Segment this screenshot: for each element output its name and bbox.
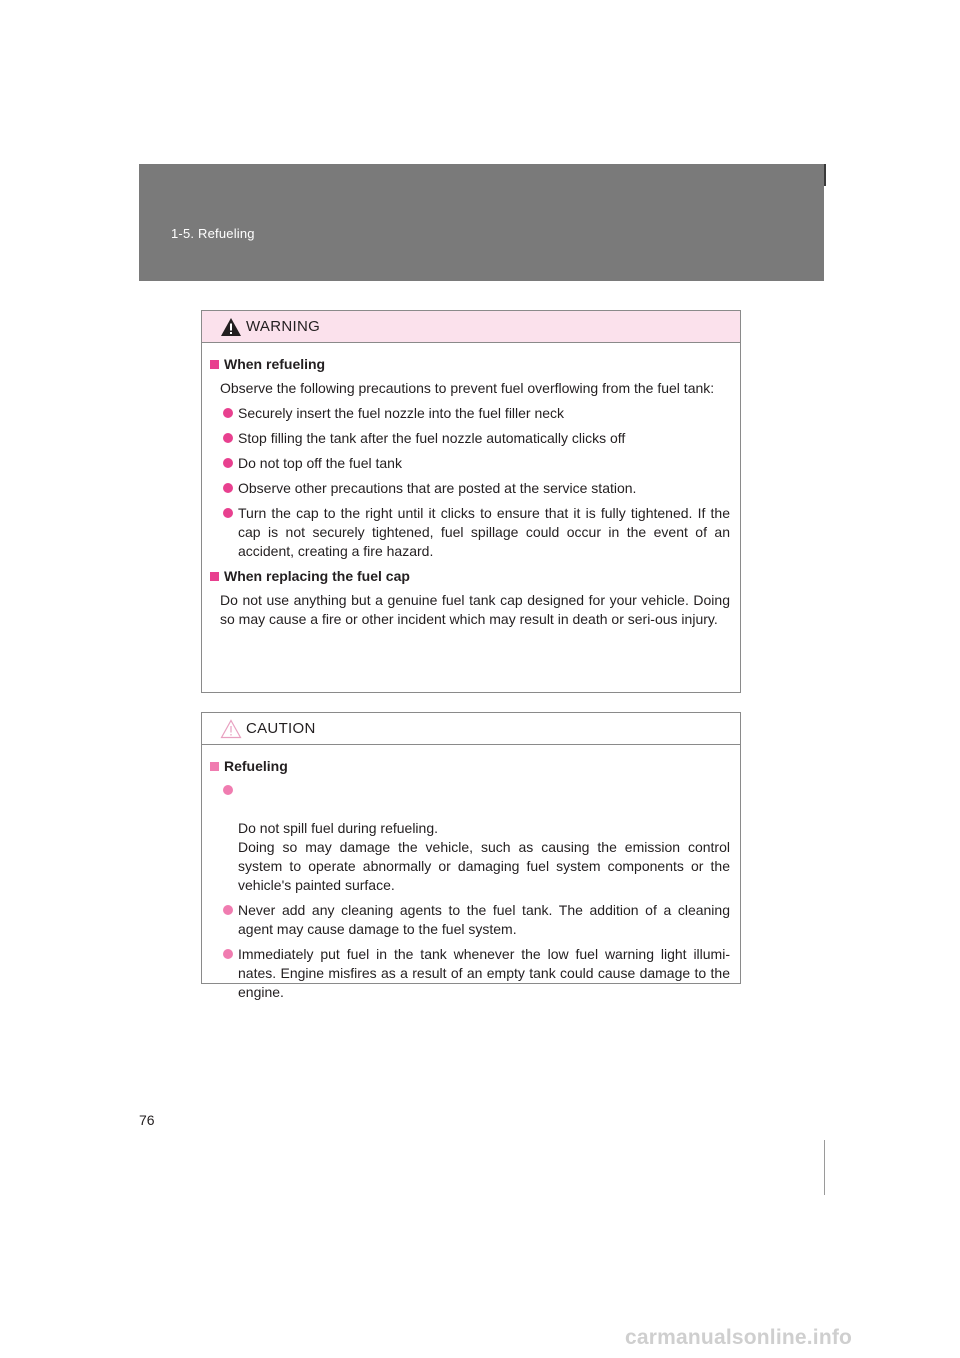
page-number: 76: [139, 1112, 155, 1128]
warning-box: [201, 310, 741, 693]
square-bullet-icon: [210, 762, 219, 771]
page-edge-mark: [824, 1140, 825, 1195]
square-bullet-icon: [210, 572, 219, 581]
circle-bullet-icon: [223, 905, 233, 915]
watermark: carmanualsonline.info: [625, 1326, 853, 1349]
section-heading: [202, 353, 740, 375]
circle-bullet-icon: [223, 508, 233, 518]
caution-content: [202, 745, 740, 1002]
section-paragraph: Do not use anything but a genuine fuel tank cap designed for your vehicle. Doing so may cause a fire or other incident which may result in death or seri-ous injury.: [220, 592, 730, 627]
heading-text: When refueling: [224, 356, 326, 372]
list-item: Turn the cap to the right until it clicks to ensure that it is fully tightened. If the cap is not securely tightened, fuel spillage could occur in the event of an accident, creating a fire hazard.: [202, 504, 740, 561]
list-item: Never add any cleaning agents to the fuel tank. The addition of a cleaning agent may cause damage to the fuel system.: [202, 901, 740, 939]
warning-title: WARNING: [246, 318, 321, 335]
circle-bullet-icon: [223, 785, 233, 795]
heading-text: When replacing the fuel cap: [224, 568, 410, 584]
list-item: Observe other precautions that are posted at the service station.: [202, 479, 740, 498]
circle-bullet-icon: [223, 949, 233, 959]
circle-bullet-icon: [223, 433, 233, 443]
list-item: Securely insert the fuel nozzle into the fuel filler neck: [202, 404, 740, 423]
section-title: 1-5. Refueling: [171, 226, 255, 241]
section-heading: [202, 755, 740, 777]
caution-title: CAUTION: [246, 720, 316, 737]
caution-triangle-icon: [220, 719, 242, 739]
square-bullet-icon: [210, 360, 219, 369]
caution-box: [201, 712, 741, 1000]
warning-triangle-icon: [220, 317, 242, 337]
page-edge-mark: [824, 164, 826, 186]
caution-header: [202, 713, 740, 745]
list-item: Do not spill fuel during refueling. Doing so may damage the vehicle, such as causing the emission control system to operate abnormally or damaging fuel system components or the vehicle's painted surface.: [202, 781, 740, 895]
list-item: Immediately put fuel in the tank whenever the low fuel warning light illumi-nates. Engine misfires as a result of an empty tank could cause damage to the engine.: [202, 945, 740, 1002]
list-item: Stop filling the tank after the fuel nozzle automatically clicks off: [202, 429, 740, 448]
list-item: Do not top off the fuel tank: [202, 454, 740, 473]
circle-bullet-icon: [223, 483, 233, 493]
section-heading: [202, 565, 740, 587]
circle-bullet-icon: [223, 408, 233, 418]
section-header-band: [139, 164, 824, 281]
heading-text: Refueling: [224, 758, 288, 774]
section-paragraph: Observe the following precautions to prevent fuel overflowing from the fuel tank:: [220, 380, 715, 396]
warning-content: [202, 343, 740, 629]
warning-header: [202, 311, 740, 343]
circle-bullet-icon: [223, 458, 233, 468]
